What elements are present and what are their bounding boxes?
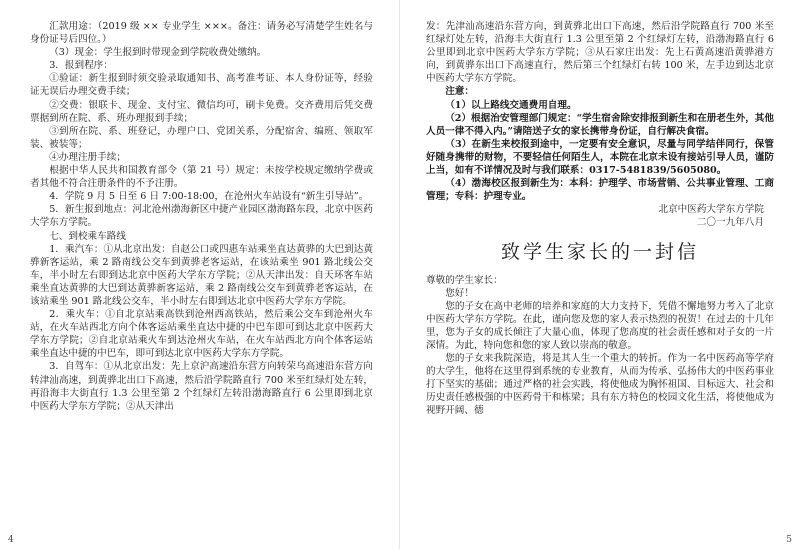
route-by-train: 2．乘火车：①自北京站乘高铁到沧州西高铁站，然后乘公交车到沧州火车站，在火车站西北方向个体客运站乘坐直达中捷的中巴车即可到达北京中医药大学东方学院；②自北京站乘火车到达沧州火车站，在火车站西北方向个体客运站乘坐直达中捷的中巴车，即可到达北京中医药大学东方学院。 (30, 309, 373, 360)
route-continued: 发：先津汕高速沿东营方向，到黄骅北出口下高速，然后沿学院路直行 700 米至红绿灯处左转，沿海丰大街直行 1.3 公里至第 2 个红绿灯左转，沿渤海路直行 6 公里即到北京中医药大学东方学院；③从石家庄出发：先上石黄高速沿黄骅港方向，到黄骅东出口下高速直行，然后第三个红绿灯右转 100 米，左手边到达北京中医药大学东方学院。 (426, 21, 774, 85)
page-number-right: 5 (786, 535, 792, 545)
route-by-bus: 1．乘汽车：①从北京出发：自赵公口或四惠车站乘坐直达黄骅的大巴到达黄骅新客运站，乘 2 路南线公交车到黄骅老客运站，在该站乘坐 901 路北线公交车，半小时左右即到达北京中医药大学东方学院；②从天津出发：自天环客车站乘坐直达黄骅的大巴到达黄骅新客运站，乘 2 路南线公交车到黄骅老客运站，在该站乘坐 901 路北线公交车，半小时左右即到达北京中医药大学东方学院。 (30, 243, 373, 307)
registration-procedure-heading: 3．报到程序： (49, 60, 113, 72)
letter-paragraph: 您的子女在高中老师的培养和家庭的大力支持下，凭借不懈地努力考入了北京中医药大学东方学院。在此，谨向您及您的家人表示热烈的祝贺！在过去的十几年里，您为子女的成长倾注了大量心血，体现了您高度的社会责任感和对子女的一片深情。为此，特向您和您的家人致以崇高的敬意。 (426, 300, 774, 351)
signature-org: 北京中医药大学东方学院 (658, 204, 764, 216)
letter-salutation: 尊敬的学生家长： (426, 274, 503, 286)
page-number-left: 4 (8, 535, 14, 545)
signature-date: 二〇一九年八月 (696, 217, 764, 229)
route-section-heading: 七、到校乘车路线 (49, 230, 126, 242)
note-item: （2）根据治安管理部门规定：“学生宿舍除安排报到新生和在册老生外，其他人员一律不得入内。”请陪送子女的家长携带身份证，自行解决食宿。 (426, 112, 774, 137)
guide-station-note: 4．学院 9 月 5 日至 6 日 7:00-18:00，在沧州火车站设有“新生引导站”。 (49, 191, 369, 203)
remittance-purpose: 汇款用途：（2019 级 ×× 专业学生 ×××。备注：请务必写清楚学生姓名与身份证号后四位。） (30, 21, 373, 46)
letter-title: 致学生家长的一封信 (500, 240, 699, 263)
cash-payment-note: （3）现金：学生报到时带现金到学院收费处缴纳。 (49, 47, 267, 59)
letter-greeting: 您好！ (445, 287, 474, 299)
note-item: （4）渤海校区报到新生为：本科：护理学、市场营销、公共事业管理、工商管理；专科：护理专业。 (426, 178, 774, 203)
right-page (400, 0, 800, 549)
enrollment-regulation: 根据中华人民共和国教育部令（第 21 号）规定：未按学校规定缴纳学费或者其他不符合注册条件的不予注册。 (30, 165, 373, 190)
note-item: （1）以上路线交通费用自理。 (445, 99, 577, 111)
step-class-registration: ③到所在院、系、班登记，办理户口、党团关系，分配宿舍、编班、领取军装、被装等； (30, 125, 373, 150)
letter-paragraph: 您的子女来我院深造，将是其人生一个重大的转折。作为一名中医药高等学府的大学生，他将在这里得到系统的专业教育，从而为传承、弘扬伟大的中医药事业打下坚实的基础；通过严格的社会实践，将使他成为胸怀祖国、目标远大、社会和历史责任感极强的中医药骨干和栋梁；具有东方特色的校园文化生活，将使他成为视野开阔、德 (426, 353, 774, 417)
step-enrollment: ④办理注册手续； (49, 151, 126, 163)
step-verification: ①验证：新生报到时须交验录取通知书、高考准考证、本人身份证等，经验证无误后办理交费手续； (30, 73, 373, 98)
step-payment: ②交费：银联卡、现金、支付宝、微信均可，刷卡免费。交齐费用后凭交费票据到所在院、系、班办理报到手续； (30, 99, 373, 124)
notes-title: 注意： (445, 86, 474, 98)
registration-location: 5．新生报到地点：河北沧州渤海新区中捷产业园区渤海路东段，北京中医药大学东方学院。 (30, 204, 373, 229)
note-item: （3）在新生来校报到途中，一定要有安全意识，尽量与同学结伴同行，保管好随身携带的财物，不要轻信任何陌生人，本院在北京未设有接站引导人员，谨防上当，如有不详情况及时与我们联系：0317-5481839/5605080。 (426, 138, 774, 177)
route-by-car: 3．自驾车：①从北京出发：先上京沪高速沿东营方向转荣乌高速沿东营方向转津汕高速，到黄骅北出口下高速，然后沿学院路直行 700 米至红绿灯处左转，再沿海丰大街直行 1.3 公里至第 2 个红绿灯左转沿渤海路直行 6 公里即到北京中医药大学东方学院；②从天津出 (30, 361, 373, 412)
